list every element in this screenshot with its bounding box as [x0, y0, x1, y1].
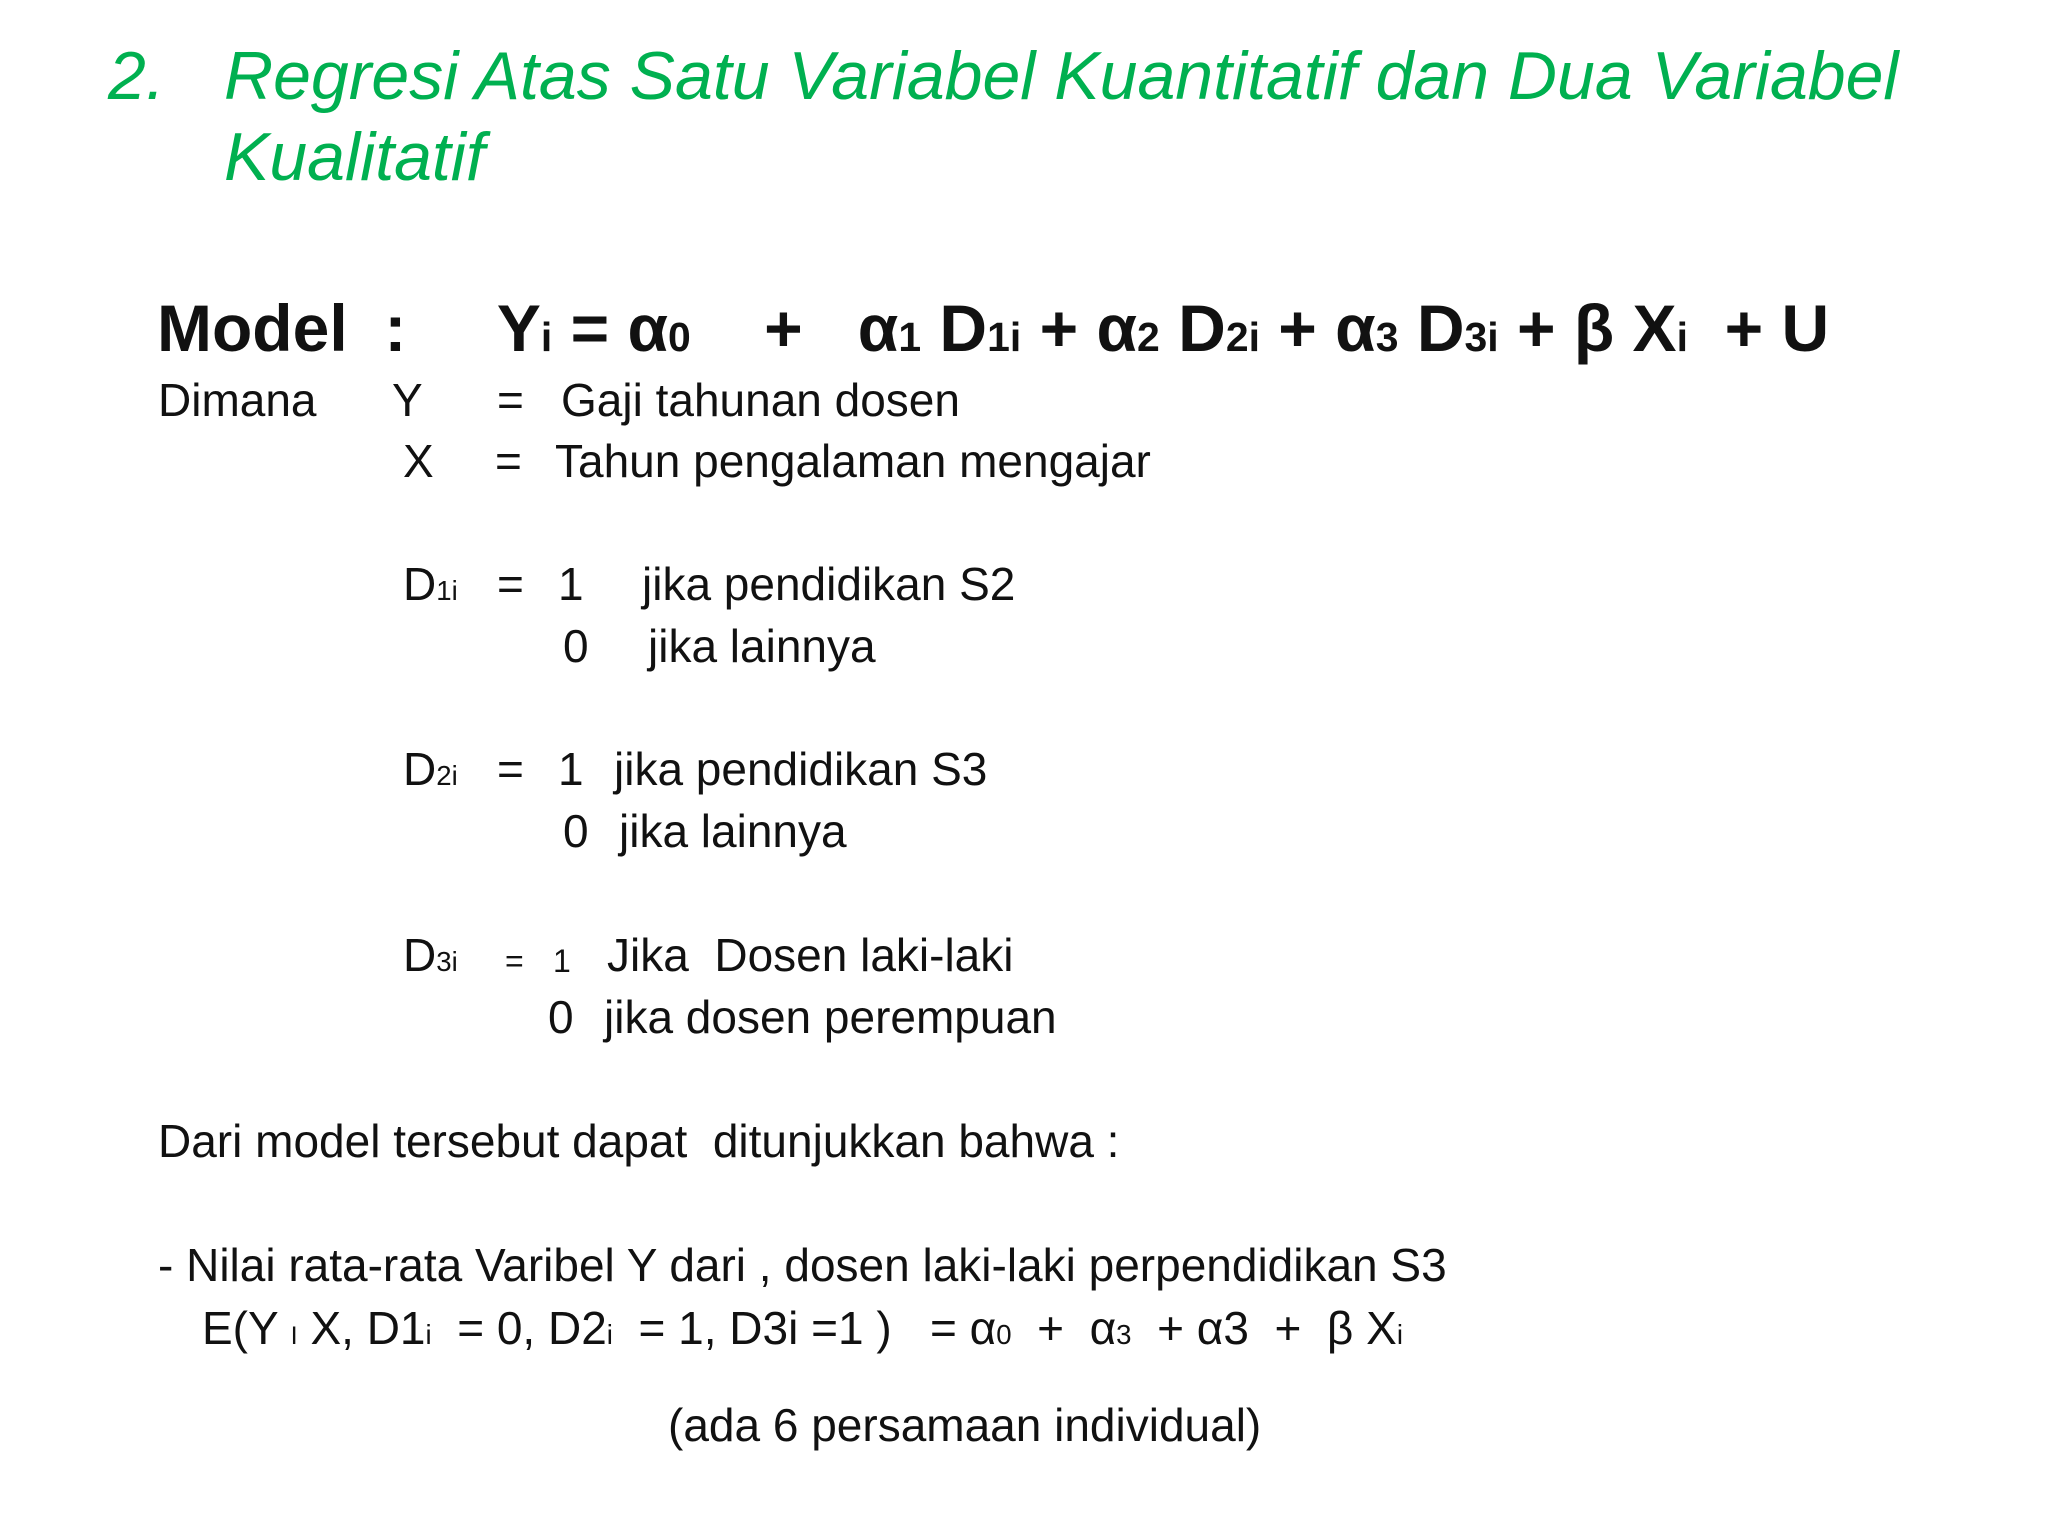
title-number: 2.	[108, 38, 165, 114]
conclusion-bullet: - Nilai rata-rata Varibel Y dari , dosen laki-laki perpendidikan S3	[158, 1239, 1447, 1291]
model-equation: Model : Yi = α0 + α1 D1i + α2 D2i + α3 D3i + β Xi + U	[157, 291, 1830, 365]
x-eq: =	[495, 435, 522, 487]
y-description: Gaji tahunan dosen	[561, 374, 960, 426]
model-label: Model	[157, 291, 348, 365]
d2-desc-1: jika pendidikan S3	[614, 743, 988, 795]
d3-desc-1: Jika Dosen laki-laki	[607, 929, 1014, 981]
d1-desc-0: jika lainnya	[648, 620, 876, 672]
d2-val-1: 1	[558, 743, 584, 795]
title-line-2: Kualitatif	[224, 119, 485, 195]
x-description: Tahun pengalaman mengajar	[555, 435, 1151, 487]
d3-val-1: 1	[553, 943, 571, 979]
d2-val-0: 0	[563, 805, 589, 857]
d3-val-0: 0	[548, 991, 574, 1043]
individual-equations-note: (ada 6 persamaan individual)	[668, 1399, 1262, 1451]
model-colon: :	[384, 291, 407, 365]
conclusion-intro: Dari model tersebut dapat ditunjukkan bahwa :	[158, 1115, 1120, 1167]
d1-val-0: 0	[563, 620, 589, 672]
d1-var: D1i	[403, 558, 458, 610]
d2-var: D2i	[403, 743, 458, 795]
d1-val-1: 1	[558, 558, 584, 610]
d1-eq: =	[497, 558, 524, 610]
d2-eq: =	[497, 743, 524, 795]
d3-desc-0: jika dosen perempuan	[604, 991, 1057, 1043]
d1-desc-1: jika pendidikan S2	[642, 558, 1016, 610]
title-line-1: Regresi Atas Satu Variabel Kuantitatif dan Dua Variabel	[224, 38, 1899, 114]
dimana-label: Dimana	[158, 374, 317, 426]
y-var: Y	[392, 374, 423, 426]
d3-var: D3i	[403, 929, 458, 981]
d2-desc-0: jika lainnya	[619, 805, 847, 857]
expectation-equation: E(Y I X, D1i = 0, D2i = 1, D3i =1 ) = α0 + α3 + α3 + β Xi	[202, 1302, 1403, 1354]
d3-eq: =	[505, 943, 524, 979]
y-eq: =	[497, 374, 524, 426]
x-var: X	[403, 435, 434, 487]
